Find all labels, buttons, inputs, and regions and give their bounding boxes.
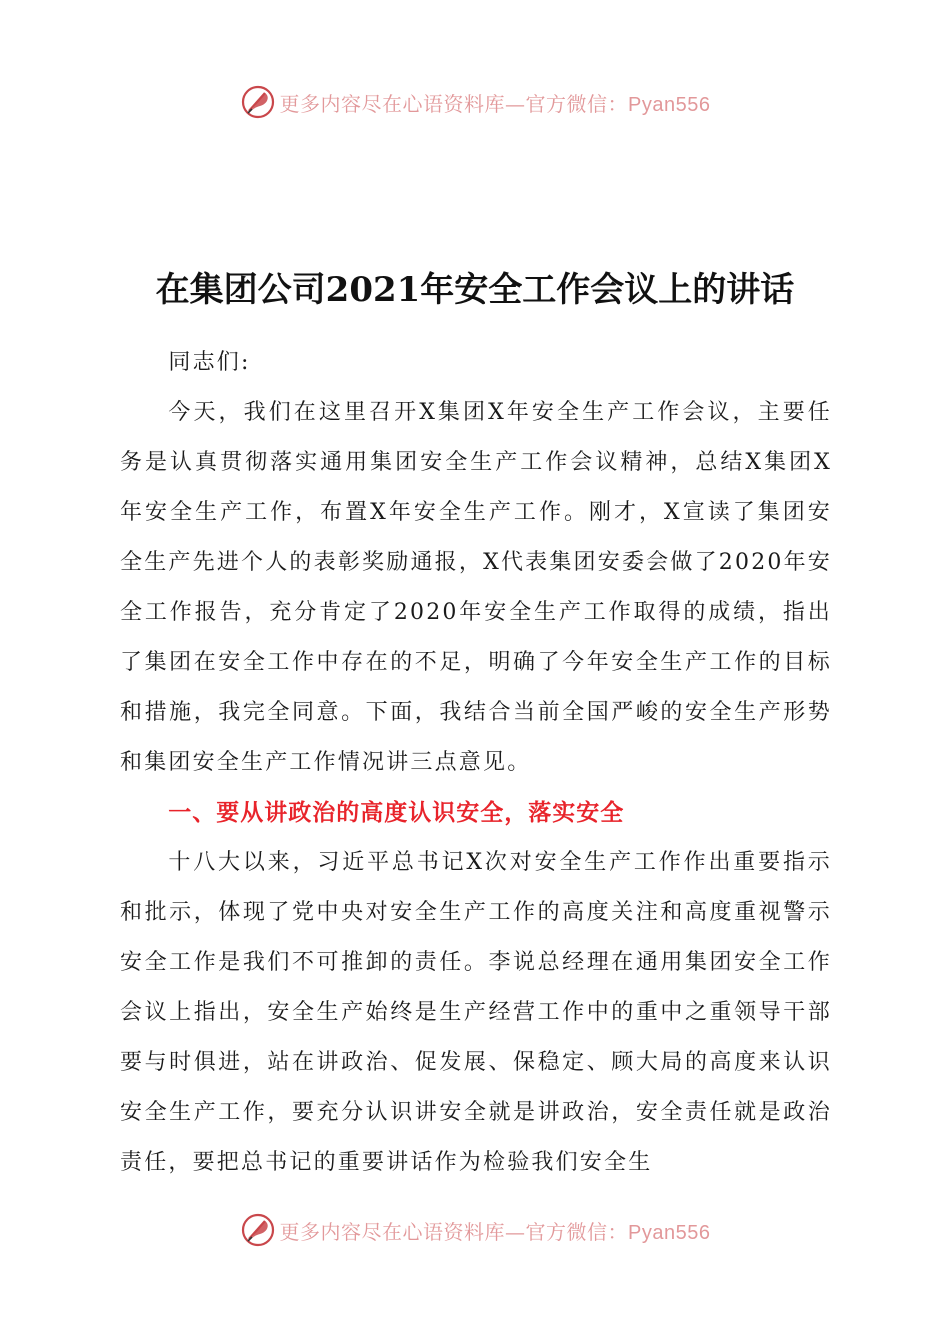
quill-logo-icon	[240, 84, 276, 120]
watermark-banner-bottom	[0, 1210, 950, 1250]
watermark-text: 更多内容尽在心语资料库—官方微信：Pyan556	[279, 91, 711, 116]
watermark-banner-top	[0, 82, 950, 122]
paragraph-intro: 今天，我们在这里召开X集团X年安全生产工作会议，主要任务是认真贯彻落实通用集团安全生产工作会议精神，总结X集团X年安全生产工作，布置X年安全生产工作。刚才，X宣读了集团安全生产先进个人的表彰奖励通报，X代表集团安委会做了2020年安全工作报告，充分肯定了2020年安全生产工作取得的成绩，指出了集团在安全工作中存在的不足，明确了今年安全生产工作的目标和措施，我完全同意。下面，我结合当前全国严峻的安全生产形势和集团安全生产工作情况讲三点意见。	[120, 400, 832, 775]
section-heading-1: 一、要从讲政治的高度认识安全，落实安全	[168, 800, 625, 826]
quill-logo-icon	[240, 1212, 276, 1248]
document-title: 在集团公司2021年安全工作会议上的讲话	[155, 270, 795, 310]
watermark-text: 更多内容尽在心语资料库—官方微信：Pyan556	[279, 1219, 711, 1244]
salutation: 同志们:	[168, 350, 251, 375]
document-body	[120, 338, 832, 1188]
paragraph-section-1: 十八大以来，习近平总书记X次对安全生产工作作出重要指示和批示，体现了党中央对安全生产工作的高度关注和高度重视警示安全工作是我们不可推卸的责任。李说总经理在通用集团安全工作会议上指出，安全生产始终是生产经营工作中的重中之重领导干部要与时俱进，站在讲政治、促发展、保稳定、顾大局的高度来认识安全生产工作，要充分认识讲安全就是讲政治，安全责任就是政治责任，要把总书记的重要讲话作为检验我们安全生	[120, 850, 832, 1175]
